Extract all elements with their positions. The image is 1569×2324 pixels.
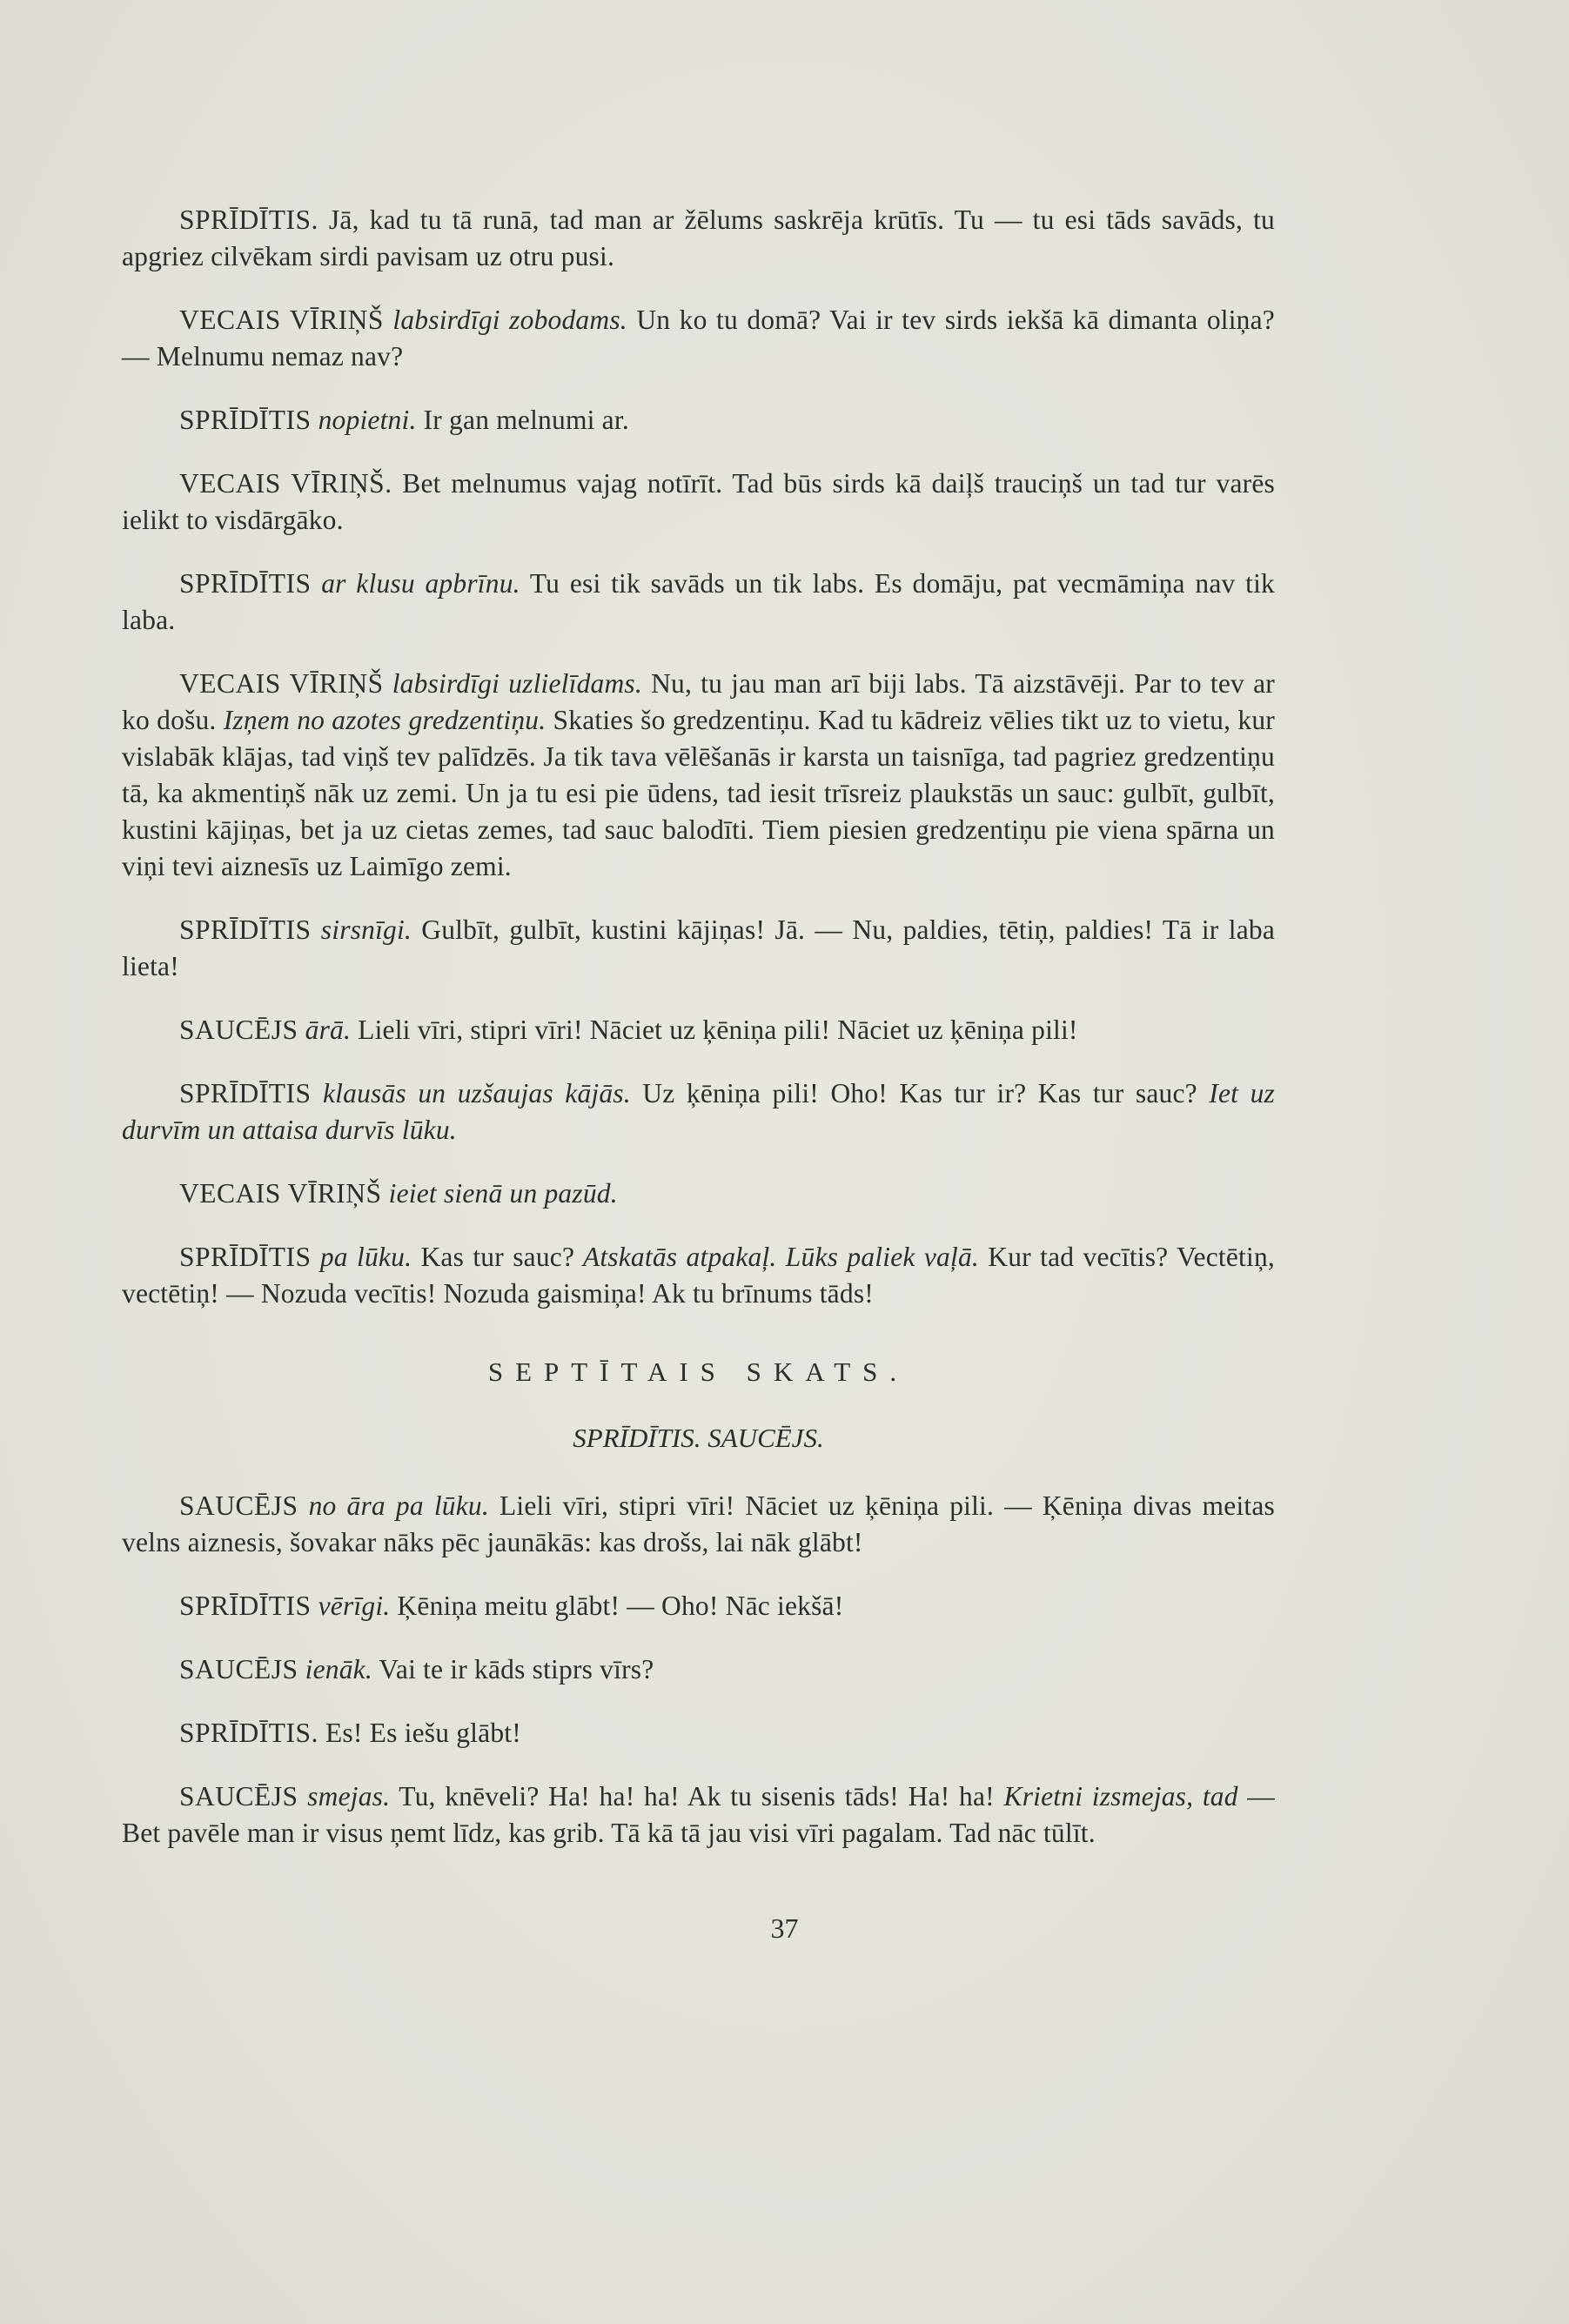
speech-text: — Bet pavēle man ir visus ņemt līdz, kas grib. Tā kā tā jau visi vīri pagalam. Tad nāc tūlīt. <box>122 1781 1275 1848</box>
stage-direction: ārā. <box>298 1015 352 1045</box>
dialogue-paragraph <box>122 912 1275 985</box>
dialogue-paragraph <box>122 1588 1275 1624</box>
speech-text: Tu esi tik savāds un tik labs. Es domāju, pat vecmāmiņa nav tik laba. <box>122 568 1275 635</box>
speaker-name: SPRĪDĪTIS <box>179 1242 312 1272</box>
speaker-name: SAUCĒJS <box>179 1490 298 1521</box>
stage-direction: vērīgi. <box>311 1591 391 1621</box>
stage-direction: Krietni izsmejas, tad <box>994 1781 1238 1812</box>
speaker-name: SPRĪDĪTIS. <box>179 204 318 235</box>
speaker-name: VECAIS VĪRIŅŠ. <box>179 468 392 499</box>
dialogue-paragraph <box>122 1715 1275 1751</box>
speech-text: Kas tur sauc? <box>412 1242 575 1272</box>
speaker-name: SPRĪDĪTIS <box>179 1078 312 1108</box>
speaker-name: SPRĪDĪTIS <box>179 1591 312 1621</box>
dialogue-paragraph <box>122 1175 1275 1212</box>
speaker-name: SPRĪDĪTIS <box>179 914 312 945</box>
speech-text: Ir gan melnumi ar. <box>416 405 629 435</box>
stage-direction: ar klusu apbrīnu. <box>311 568 520 599</box>
stage-direction: klausās un uzšaujas kājās. <box>311 1078 631 1108</box>
speech-text: Ķēniņa meitu glābt! — Oho! Nāc iekšā! <box>390 1591 844 1621</box>
dialogue-paragraph <box>122 566 1275 639</box>
speech-text: Skaties šo gredzentiņu. Kad tu kādreiz vēlies tikt uz to vietu, kur vislabāk klājas, tad viņš tev palīdzēs. Ja tik tava vēlēšanās ir karsta un taisnīga, tad pagriez gredzentiņu tā, ka akmentiņš nāk uz zemi. Un ja tu esi pie ūdens, tad iesit trīsreiz plaukstās un sauc: gulbīt, gulbīt, kustini kājiņas, bet ja uz cietas zemes, tad sauc balodīti. Tiem piesien gredzentiņu pie viena spārna un viņi tevi aiznesīs uz Laimīgo zemi. <box>122 705 1275 881</box>
dialogue-paragraph <box>122 465 1275 539</box>
stage-direction: ienāk. <box>298 1654 372 1684</box>
speaker-name: VECAIS VĪRIŅŠ <box>179 305 384 335</box>
speech-text: Lieli vīri, stipri vīri! Nāciet uz ķēniņa pili. — Ķēniņa divas meitas velns aiznesis, šovakar nāks pēc jaunākās: kas drošs, lai nāk glābt! <box>122 1490 1275 1557</box>
dialogue-paragraph <box>122 1651 1275 1688</box>
speaker-name: SAUCĒJS <box>179 1015 298 1045</box>
dialogue-paragraph <box>122 1075 1275 1149</box>
dialogue-paragraph <box>122 1012 1275 1048</box>
stage-direction: ieiet sienā un pazūd. <box>381 1178 618 1209</box>
scene-heading: SEPTĪTAIS SKATS. <box>487 1356 909 1387</box>
speech-text: Jā, kad tu tā runā, tad man ar žēlums saskrēja krūtīs. Tu — tu esi tāds savāds, tu apgriez cilvēkam sirdi pavisam uz otru pusi. <box>122 204 1275 271</box>
stage-direction: labsirdīgi uzlielīdams. <box>383 668 642 699</box>
speaker-name: VECAIS VĪRIŅŠ <box>179 1178 382 1209</box>
page-number: 37 <box>770 1912 799 1944</box>
dialogue-paragraph <box>122 302 1275 375</box>
stage-direction: smejas. <box>298 1781 391 1812</box>
text-block <box>122 202 1275 1879</box>
speaker-name: SAUCĒJS <box>179 1654 298 1684</box>
stage-direction: labsirdīgi zobodams. <box>383 305 627 335</box>
speech-text: Uz ķēniņa pili! Oho! Kas tur ir? Kas tur sauc? <box>630 1078 1197 1108</box>
stage-direction: Atskatās atpakaļ. Lūks paliek vaļā. <box>574 1242 979 1272</box>
speech-text: Tu, knēveli? Ha! ha! ha! Ak tu sisenis tāds! Ha! ha! <box>390 1781 995 1812</box>
speech-text: Vai te ir kāds stiprs vīrs? <box>372 1654 654 1684</box>
stage-direction: pa lūku. <box>311 1242 412 1272</box>
speech-text: Gulbīt, gulbīt, kustini kājiņas! Jā. — Nu, paldies, tētiņ, paldies! Tā ir laba lieta! <box>122 914 1276 981</box>
speech-text: Es! Es iešu glābt! <box>318 1718 521 1748</box>
dialogue-paragraph <box>122 1488 1275 1561</box>
speech-text: Nu, tu jau man arī biji labs. Tā aizstāvēji. Par to tev ar ko došu. <box>122 668 1275 735</box>
speech-text: Un ko tu domā? Vai ir tev sirds iekšā kā dimanta oliņa? — Melnumu nemaz nav? <box>122 305 1275 372</box>
speaker-name: SPRĪDĪTIS <box>179 405 312 435</box>
speech-text: Bet melnumus vajag notīrīt. Tad būs sirds kā daiļš trauciņš un tad tur varēs ielikt to visdārgāko. <box>122 468 1275 535</box>
scene-characters: SPRĪDĪTIS. SAUCĒJS. <box>573 1423 824 1453</box>
speech-text: Kur tad vecītis? Vectētiņ, vectētiņ! — Nozuda vecītis! Nozuda gaismiņa! Ak tu brīnums tāds! <box>122 1242 1275 1309</box>
dialogue-paragraph <box>122 202 1275 275</box>
stage-direction: Iet uz durvīm un attaisa durvīs lūku. <box>122 1078 1275 1145</box>
dialogue-paragraph <box>122 666 1275 885</box>
stage-direction: no āra pa lūku. <box>298 1490 489 1521</box>
stage-direction: nopietni. <box>311 405 417 435</box>
speech-text: Lieli vīri, stipri vīri! Nāciet uz ķēniņa pili! Nāciet uz ķēniņa pili! <box>351 1015 1078 1045</box>
stage-direction: sirsnīgi. <box>311 914 412 945</box>
dialogue-paragraph <box>122 402 1275 439</box>
speaker-name: SAUCĒJS <box>179 1781 298 1812</box>
speaker-name: SPRĪDĪTIS <box>179 568 312 599</box>
dialogue-paragraph <box>122 1239 1275 1312</box>
dialogue-paragraph <box>122 1778 1275 1852</box>
speaker-name: SPRĪDĪTIS. <box>179 1718 318 1748</box>
stage-direction: Izņem no azotes gredzentiņu. <box>216 705 546 735</box>
speaker-name: VECAIS VĪRIŅŠ <box>179 668 384 699</box>
